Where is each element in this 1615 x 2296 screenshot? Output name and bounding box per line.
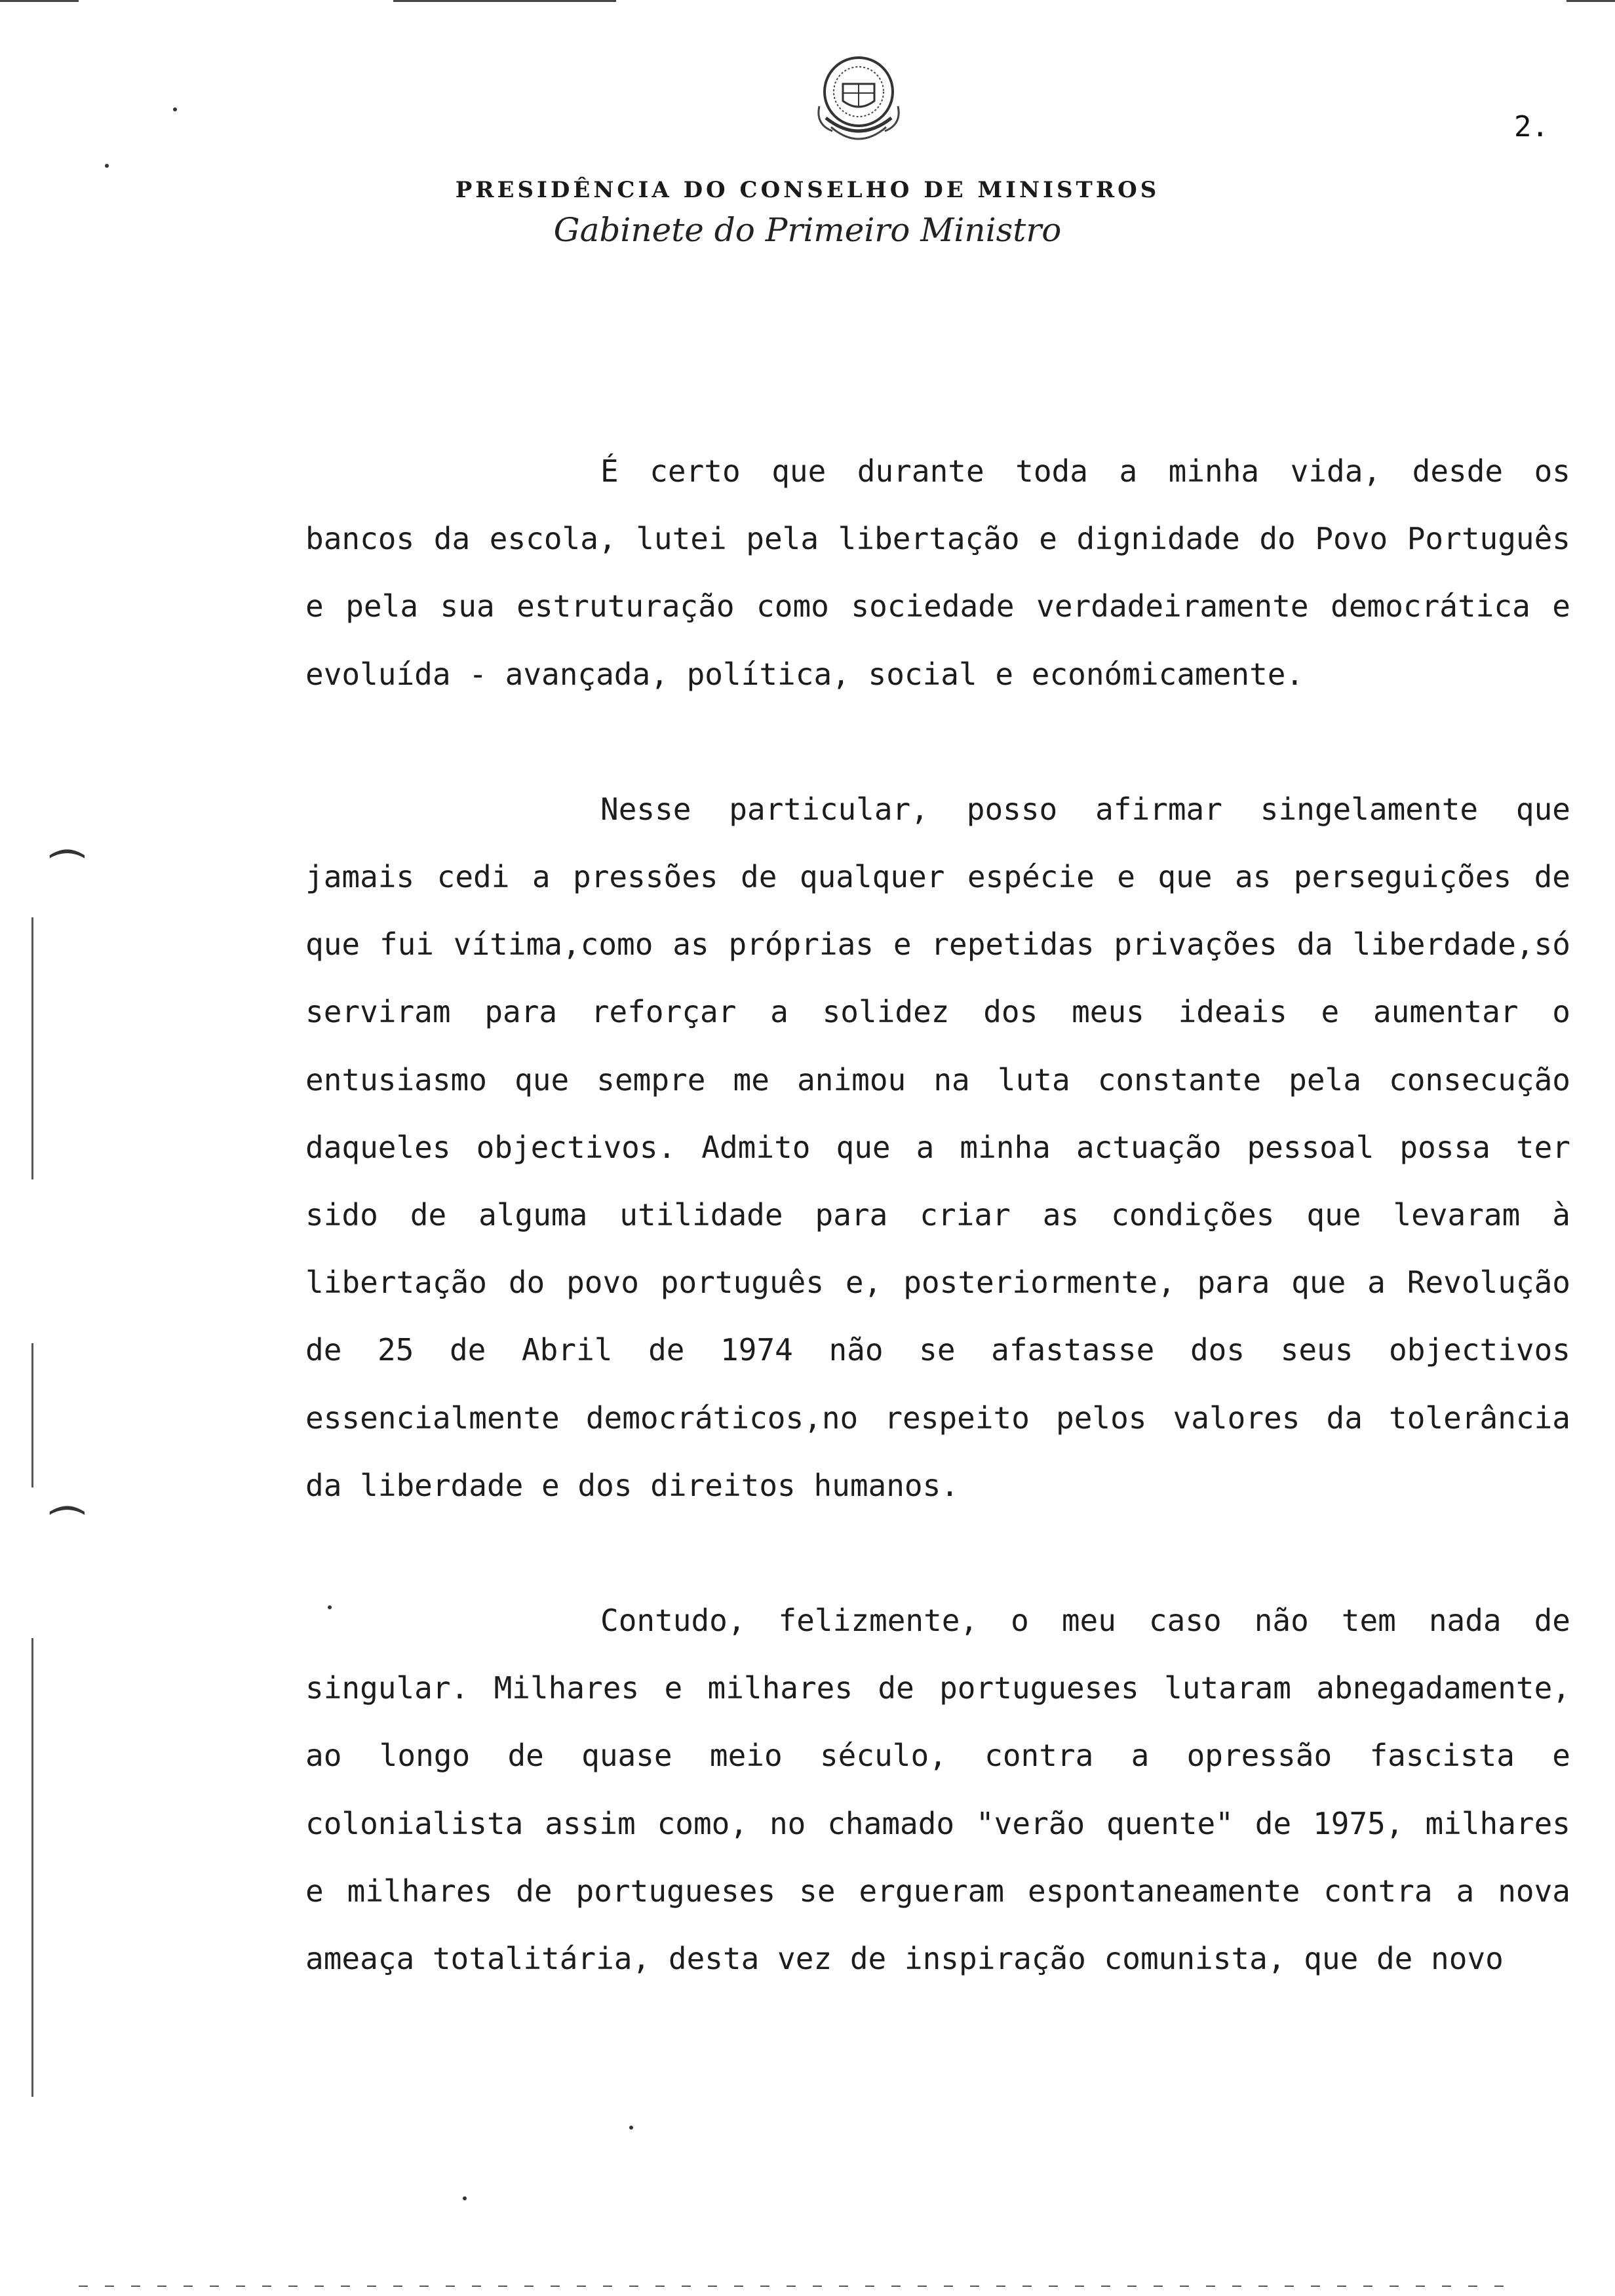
scan-speck [463,2196,467,2200]
scan-edge-mark [393,0,616,2]
scan-speck [105,164,109,168]
scan-edge-mark [0,0,79,2]
letterhead-office: PRESIDÊNCIA DO CONSELHO DE MINISTROS [455,177,1160,203]
scan-speck [629,2126,633,2130]
scan-mark: ( [45,846,91,862]
scan-mark: ( [45,1502,91,1518]
page-number: 2. [1514,110,1549,144]
scan-edge-mark [31,917,33,1179]
paragraph: É certo que durante toda a minha vida, desde os bancos da escola, lutei pela libertação e dignidade do Povo Português e pela sua estruturação como sociedade verdadeiramente democrática e evoluída - avançada, política, social e económicamente. [305,453,1570,692]
letter-body [305,438,1570,1993]
scan-edge-mark [31,1638,33,2097]
scan-edge-mark [31,1343,33,1487]
scan-edge-mark [1566,0,1615,2]
paragraph: Nesse particular, posso afirmar singelamente que jamais cedi a pressões de qualquer espécie e que as perseguições de que fui vítima,como as próprias e repetidas privações da liberdade,só serviram para reforçar a solidez dos meus ideais e aumentar o entusiasmo que sempre me animou na luta constante pela consecução daqueles objectivos. Admito que a minha actuação pessoal possa ter sido de alguma utilidade para criar as condições que levaram à libertação do povo português e, posteriormente, para que a Revolução de 25 de Abril de 1974 não se afastasse dos seus objectivos essencialmente democráticos,no respeito pelos valores da tolerância da liberdade e dos direitos humanos. [305,791,1570,1503]
coat-of-arms-seal-icon [806,46,911,157]
paragraph: Contudo, felizmente, o meu caso não tem nada de singular. Milhares e milhares de portugueses lutaram abnegadamente, ao longo de quase meio século, contra a opressão fascista e colonialista assim como, no chamado "verão quente" de 1975, milhares e milhares de portugueses se ergueram espontaneamente contra a nova ameaça totalitária, desta vez de inspiração comunista, que de novo [305,1603,1570,1977]
scan-speck [173,107,177,111]
letterhead-cabinet: Gabinete do Primeiro Ministro [553,211,1062,249]
scan-edge-mark [79,2286,1521,2287]
